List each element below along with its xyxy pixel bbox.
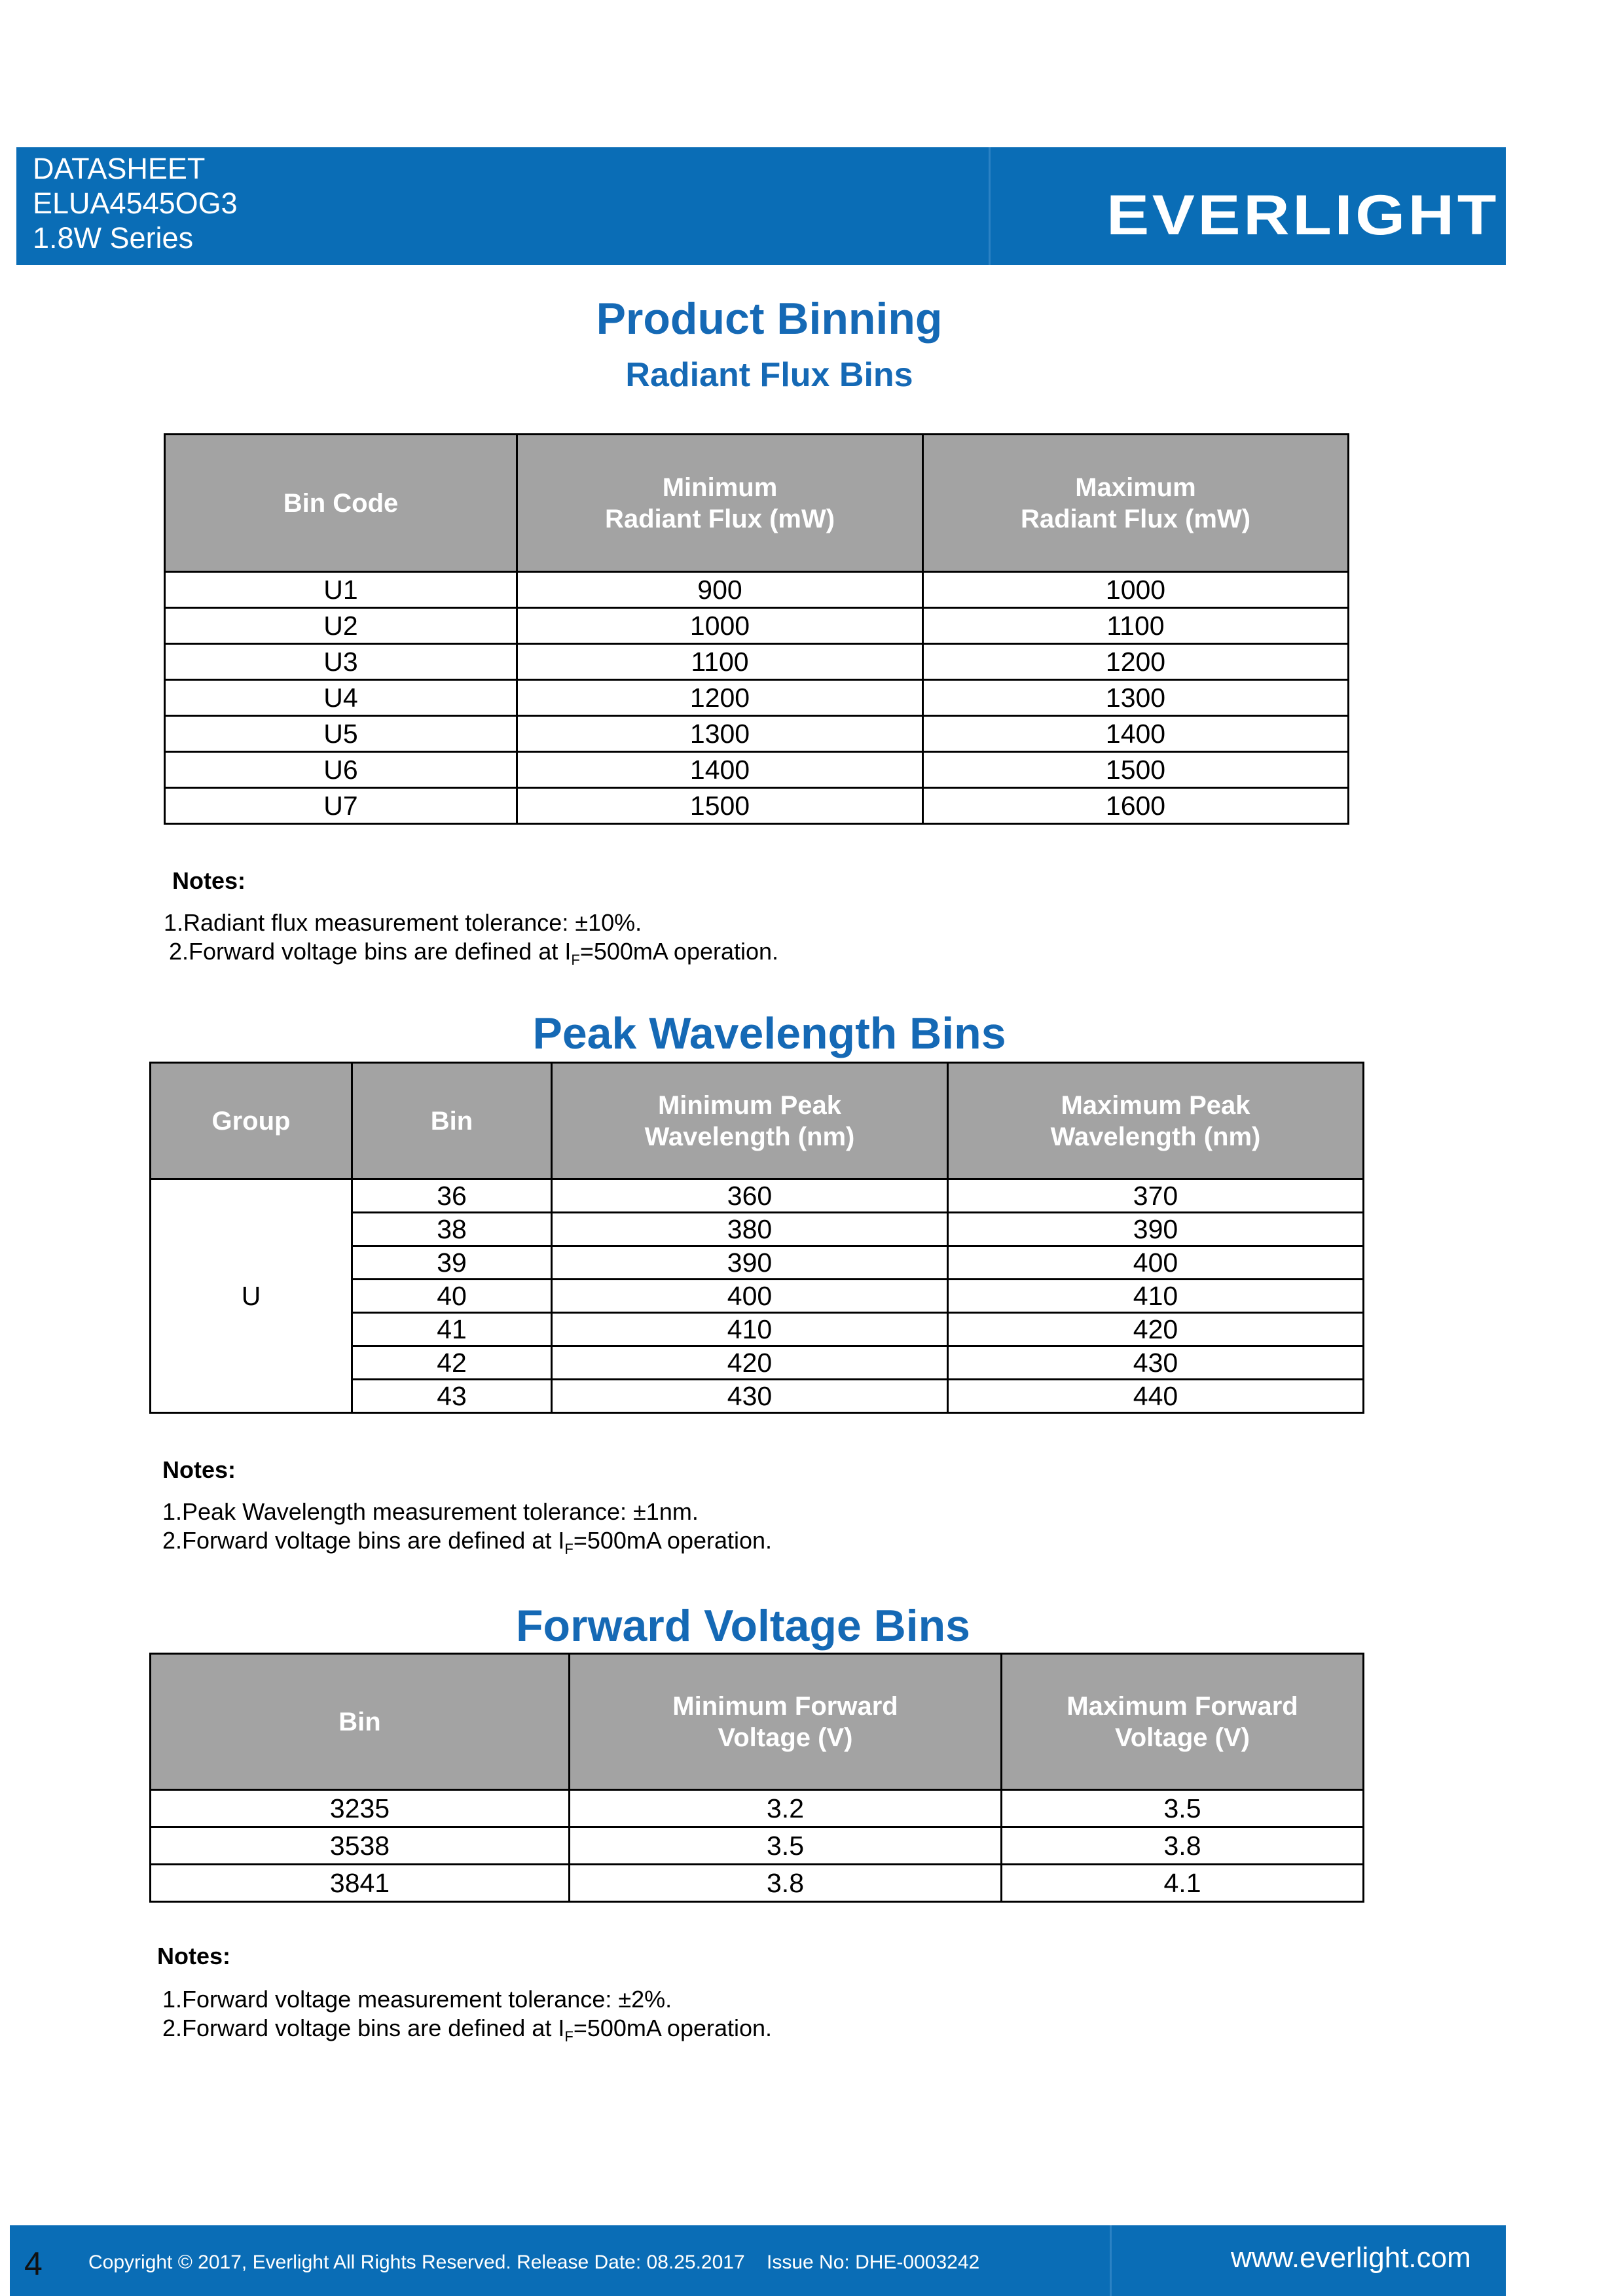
- bin-code-cell: U5: [165, 716, 517, 752]
- website-link[interactable]: www.everlight.com: [1231, 2242, 1471, 2274]
- max-value-cell: 3.5: [1002, 1790, 1364, 1827]
- min-value-cell: 380: [552, 1213, 948, 1246]
- forward-voltage-title: Forward Voltage Bins: [516, 1601, 970, 1651]
- min-value-cell: 900: [517, 572, 923, 608]
- header-group: Group: [151, 1063, 352, 1179]
- note-1: 1.Forward voltage measurement tolerance: ±2%.: [162, 1986, 672, 2013]
- table-header-row: [151, 1063, 1364, 1179]
- note-text: =500mA operation.: [579, 938, 779, 965]
- header-line: Radiant Flux (mW): [604, 504, 835, 533]
- min-value-cell: 3.5: [570, 1827, 1002, 1865]
- note-text: 2.Forward voltage bins are defined at I: [162, 1527, 565, 1554]
- header-max-peak-wavelength: [948, 1063, 1364, 1179]
- max-value-cell: 440: [948, 1380, 1364, 1413]
- header-min-forward-voltage: [570, 1654, 1002, 1790]
- max-value-cell: 370: [948, 1179, 1364, 1213]
- max-value-cell: 3.8: [1002, 1827, 1364, 1865]
- table-row: [165, 752, 1349, 788]
- header-line: Radiant Flux (mW): [1020, 504, 1251, 533]
- note-2: [162, 1526, 772, 1564]
- notes-heading: Notes:: [162, 1456, 236, 1483]
- max-value-cell: 390: [948, 1213, 1364, 1246]
- everlight-logo-mark: [1106, 177, 1506, 249]
- header-line: Wavelength (nm): [1050, 1122, 1261, 1151]
- header-bin-code: Bin Code: [165, 435, 517, 572]
- radiant-flux-table: [164, 433, 1349, 825]
- table-row: [165, 572, 1349, 608]
- min-value-cell: 420: [552, 1346, 948, 1380]
- header-min-radiant-flux: [517, 435, 923, 572]
- min-value-cell: 1000: [517, 608, 923, 644]
- bin-cell: 41: [352, 1313, 552, 1346]
- min-value-cell: 1400: [517, 752, 923, 788]
- header-bin: Bin: [352, 1063, 552, 1179]
- table-row: [151, 1827, 1364, 1865]
- radiant-flux-subtitle: Radiant Flux Bins: [625, 356, 913, 394]
- peak-wavelength-title: Peak Wavelength Bins: [532, 1009, 1006, 1058]
- table-row: [151, 1865, 1364, 1902]
- bin-cell: 3841: [151, 1865, 570, 1902]
- min-value-cell: 1200: [517, 680, 923, 716]
- bin-code-cell: U2: [165, 608, 517, 644]
- min-value-cell: 400: [552, 1280, 948, 1313]
- header-line-part-number: ELUA4545OG3: [33, 187, 238, 220]
- note-text: =500mA operation.: [573, 1527, 773, 1554]
- bin-cell: 38: [352, 1213, 552, 1246]
- max-value-cell: 400: [948, 1246, 1364, 1280]
- header-text: [33, 151, 238, 255]
- max-value-cell: 1300: [923, 680, 1349, 716]
- table-row: [165, 680, 1349, 716]
- min-value-cell: 410: [552, 1313, 948, 1346]
- header-line: Maximum Forward: [1067, 1691, 1298, 1721]
- bin-cell: 40: [352, 1280, 552, 1313]
- note-2: [162, 2014, 772, 2051]
- max-value-cell: 430: [948, 1346, 1364, 1380]
- notes-heading: Notes:: [157, 1943, 231, 1969]
- bin-code-cell: U4: [165, 680, 517, 716]
- note-text: 2.Forward voltage bins are defined at I: [162, 2015, 565, 2041]
- max-value-cell: 420: [948, 1313, 1364, 1346]
- header-line: Wavelength (nm): [644, 1122, 855, 1151]
- page-number: 4: [24, 2246, 43, 2282]
- header-max-forward-voltage: [1002, 1654, 1364, 1790]
- table-row: [151, 1179, 1364, 1213]
- copyright-text: Copyright © 2017, Everlight All Rights Reserved. Release Date: 08.25.2017 Issue No: DHE-0003242: [88, 2251, 980, 2273]
- header-banner: [16, 147, 1506, 265]
- header-line-datasheet: DATASHEET: [33, 152, 206, 185]
- header-line: Voltage (V): [718, 1723, 853, 1752]
- logo-text: EVERLIGHT: [1106, 184, 1499, 247]
- min-value-cell: 360: [552, 1179, 948, 1213]
- note-text: 2.Forward voltage bins are defined at I: [169, 938, 572, 965]
- max-value-cell: 1600: [923, 788, 1349, 824]
- table-row: [165, 644, 1349, 680]
- bin-cell: 42: [352, 1346, 552, 1380]
- max-value-cell: 1100: [923, 608, 1349, 644]
- header-line: Minimum Forward: [672, 1691, 898, 1721]
- max-value-cell: 1500: [923, 752, 1349, 788]
- header-line: Minimum: [662, 473, 778, 502]
- max-value-cell: 410: [948, 1280, 1364, 1313]
- header-divider: [989, 147, 991, 265]
- header-line: Voltage (V): [1115, 1723, 1250, 1752]
- min-value-cell: 1500: [517, 788, 923, 824]
- bin-code-cell: U6: [165, 752, 517, 788]
- min-value-cell: 430: [552, 1380, 948, 1413]
- note-2: [169, 937, 778, 975]
- min-value-cell: 1300: [517, 716, 923, 752]
- note-subscript: F: [564, 1541, 574, 1558]
- page-title: Product Binning: [596, 294, 943, 344]
- bin-cell: 39: [352, 1246, 552, 1280]
- bin-code-cell: U3: [165, 644, 517, 680]
- max-value-cell: 1200: [923, 644, 1349, 680]
- bin-code-cell: U1: [165, 572, 517, 608]
- min-value-cell: 1100: [517, 644, 923, 680]
- bin-cell: 43: [352, 1380, 552, 1413]
- bin-cell: 3235: [151, 1790, 570, 1827]
- note-1: 1.Radiant flux measurement tolerance: ±10%.: [164, 909, 642, 936]
- peak-wavelength-table: [149, 1062, 1364, 1414]
- note-text: =500mA operation.: [573, 2015, 773, 2041]
- max-value-cell: 1400: [923, 716, 1349, 752]
- notes-heading: Notes:: [172, 867, 246, 894]
- table-header-row: [151, 1654, 1364, 1790]
- max-value-cell: 1000: [923, 572, 1349, 608]
- header-max-radiant-flux: [923, 435, 1349, 572]
- min-value-cell: 390: [552, 1246, 948, 1280]
- table-row: [165, 716, 1349, 752]
- table-header-row: [165, 435, 1349, 572]
- header-min-peak-wavelength: [552, 1063, 948, 1179]
- everlight-logo: [1106, 177, 1506, 249]
- forward-voltage-table: [149, 1653, 1364, 1903]
- group-cell: U: [151, 1179, 352, 1413]
- min-value-cell: 3.8: [570, 1865, 1002, 1902]
- note-subscript: F: [571, 952, 580, 969]
- footer-banner: [10, 2225, 1506, 2296]
- footer-divider: [1110, 2225, 1112, 2296]
- note-1: 1.Peak Wavelength measurement tolerance: ±1nm.: [162, 1498, 699, 1525]
- note-subscript: F: [564, 2028, 574, 2045]
- header-line: Maximum: [1075, 473, 1196, 502]
- max-value-cell: 4.1: [1002, 1865, 1364, 1902]
- table-row: [165, 608, 1349, 644]
- header-line-series: 1.8W Series: [33, 221, 194, 255]
- header-line: Minimum Peak: [657, 1090, 842, 1120]
- table-row: [151, 1790, 1364, 1827]
- header-line: Maximum Peak: [1061, 1090, 1250, 1120]
- bin-cell: 36: [352, 1179, 552, 1213]
- table-row: [165, 788, 1349, 824]
- bin-cell: 3538: [151, 1827, 570, 1865]
- header-bin: Bin: [151, 1654, 570, 1790]
- bin-code-cell: U7: [165, 788, 517, 824]
- min-value-cell: 3.2: [570, 1790, 1002, 1827]
